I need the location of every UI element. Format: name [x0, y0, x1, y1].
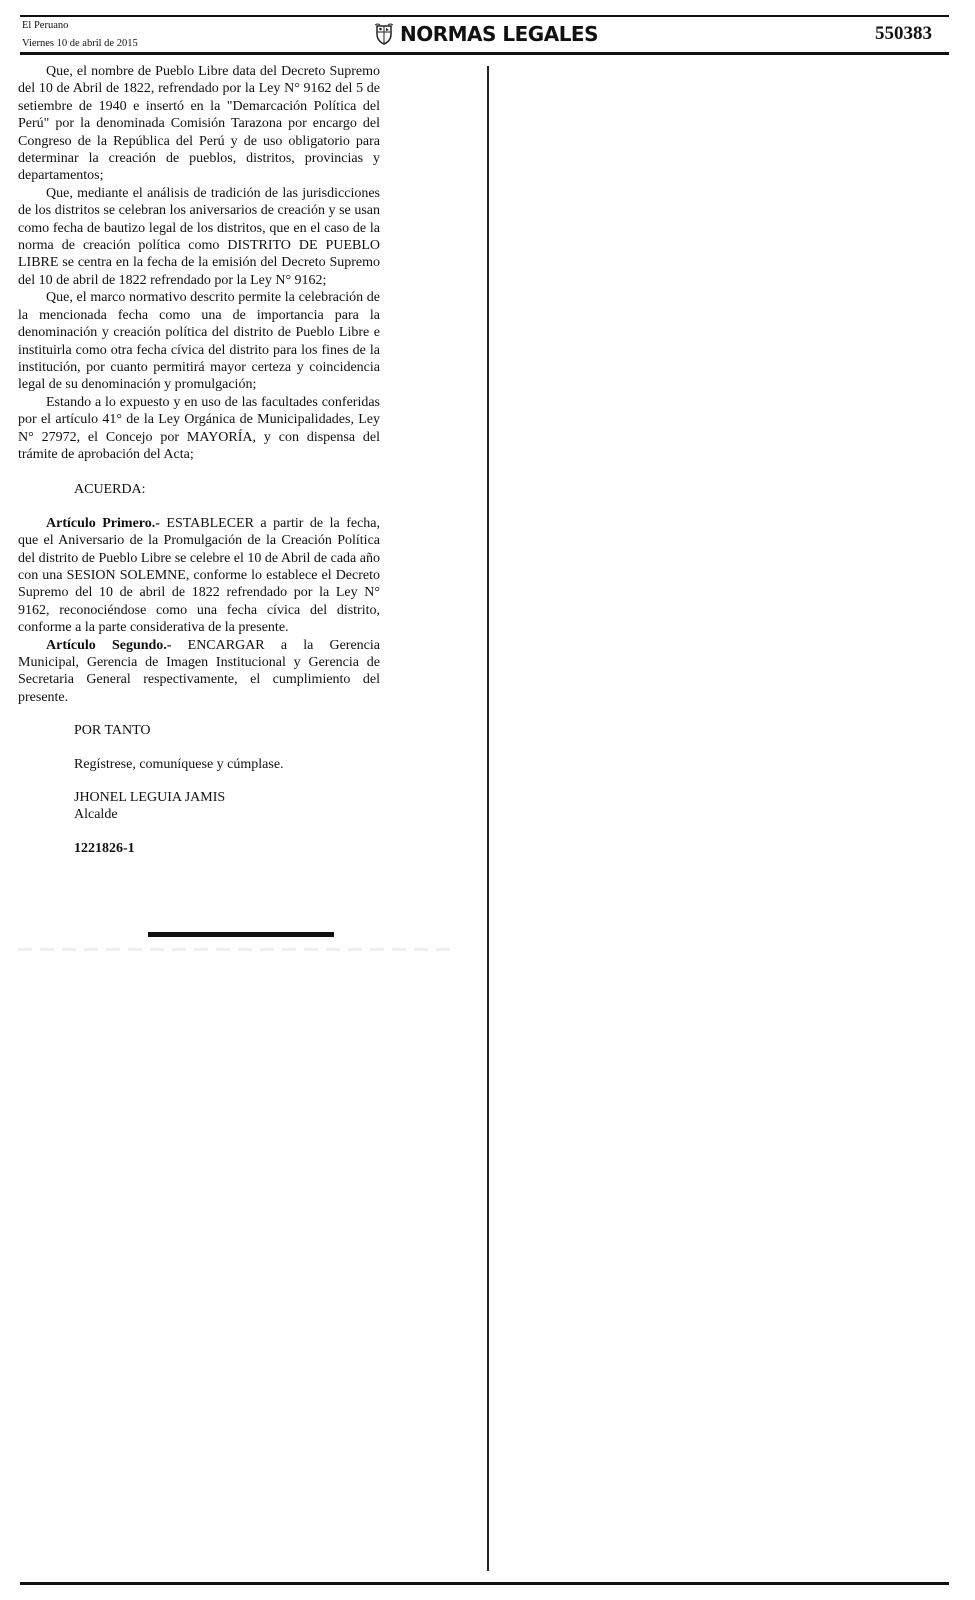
- header-top-rule: [20, 15, 949, 17]
- publication-name: El Peruano: [22, 20, 69, 31]
- faded-text-strip: [18, 948, 458, 951]
- section-title: NORMAS LEGALES: [400, 22, 598, 46]
- document-code: [18, 840, 380, 857]
- section-masthead: [374, 22, 598, 46]
- article-2: [18, 637, 380, 707]
- considerando-paragraph-3: Que, el marco normativo descrito permite la celebración de la mencionada fecha como una de importancia para la denominación y creación política del distrito de Pueblo Libre e instituirla como otra fecha cívica del distrito para los fines de la institución, por cuanto permitirá mayor certeza y coincidencia legal de su denominación y promulgación;: [18, 290, 380, 393]
- considerando-paragraph-4: Estando a lo expuesto y en uso de las facultades conferidas por el artículo 41° de la Ley Orgánica de Municipalidades, Ley N° 27972, el Concejo por MAYORÍA, y con dispensa del trámite de aprobación del Acta;: [18, 394, 380, 462]
- header-bottom-rule: [20, 52, 949, 55]
- column-divider: [487, 66, 489, 1571]
- por-tanto: POR TANTO: [74, 723, 151, 739]
- article-1-label: Artículo Primero.-: [46, 515, 160, 531]
- article-1-text: ESTABLECER a partir de la fecha, que el Aniversario de la Promulgación de la Creación Política del distrito de Pueblo Libre se celebre el 10 de Abril de cada año con una SESION SOLEMNE, conforme lo establece el Decreto Supremo del 10 de abril de 1822 refrendado por la Ley N° 9162, reconociéndose como una fecha cívica del distrito, conforme a la parte considerativa de la presente.: [18, 515, 380, 636]
- end-of-section-bar: [148, 932, 334, 937]
- signer-name: JHONEL LEGUIA JAMIS: [74, 790, 226, 806]
- article-2-text: ENCARGAR a la Gerencia Municipal, Gerencia de Imagen Institucional y Gerencia de Secretaria General respectivamente, el cumplimiento del presente.: [18, 637, 380, 705]
- publication-date: Viernes 10 de abril de 2015: [22, 38, 138, 49]
- coat-of-arms-icon: [374, 23, 394, 45]
- considerando-paragraph-2: Que, mediante el análisis de tradición de las jurisdicciones de los distritos se celebran los aniversarios de creación y se usan como fecha de bautizo legal de los distritos, que en el caso de la norma de creación política como DISTRITO DE PUEBLO LIBRE se centra en la fecha de la emisión del Decreto Supremo del 10 de abril de 1822 refrendado por la Ley N° 9162;: [18, 185, 380, 288]
- page-number: 550383: [875, 23, 932, 44]
- article-2-label: Artículo Segundo.-: [46, 637, 172, 653]
- registrese-line: Regístrese, comuníquese y cúmplase.: [74, 756, 284, 772]
- article-1: [18, 515, 380, 637]
- considerando-paragraph-1: Que, el nombre de Pueblo Libre data del Decreto Supremo del 10 de Abril de 1822, refrendado por la Ley N° 9162 del 5 de setiembre de 1940 e insertó en la "Demarcación Política del Perú" por la denominada Comisión Tarazona por encargo del Congreso de la República del Perú y de uso obligatorio para determinar la creación de pueblos, distritos, provincias y departamentos;: [18, 64, 380, 184]
- signer-title: Alcalde: [74, 807, 118, 823]
- left-column: [18, 63, 380, 857]
- document-code-text: 1221826-1: [74, 840, 135, 856]
- acuerda-heading: ACUERDA:: [74, 482, 146, 498]
- footer-rule: [20, 1582, 949, 1585]
